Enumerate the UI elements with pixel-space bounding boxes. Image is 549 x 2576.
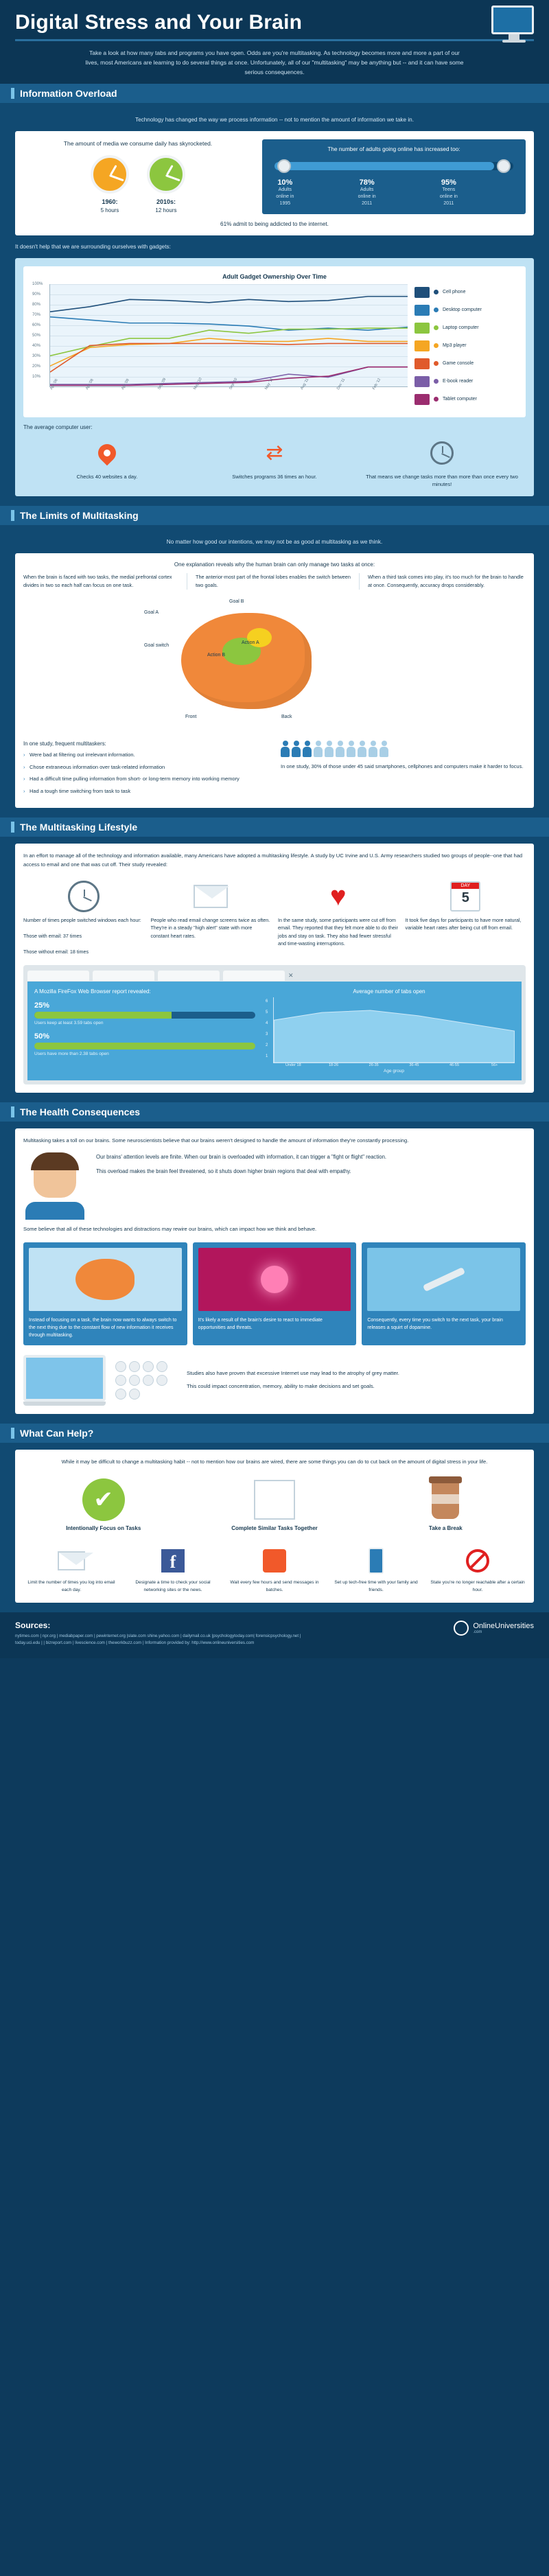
avg-item-taskswitch [364, 437, 520, 489]
internet-addiction-stat: 61% admit to being addicted to the internet. [220, 220, 329, 227]
help-focus-label: Intentionally Focus on Tasks [66, 1525, 141, 1532]
mobile-phone-icon [369, 1548, 384, 1574]
legend-item [414, 376, 517, 387]
envelope-icon [194, 885, 228, 908]
stat-label-teens-2011: Teens online in 2011 [439, 187, 458, 206]
tabs-chart-x-tick: 26-35 [369, 1063, 379, 1068]
desktop-monitor-icon [491, 5, 537, 47]
people-pictogram [281, 741, 397, 758]
help-top-three [23, 1474, 526, 1531]
avg-item-websites [30, 437, 185, 489]
adults-slider-fill [274, 162, 494, 170]
section-header-lifestyle [0, 817, 549, 837]
grey-matter-note-1: Studies also have proven that excessive Internet use may lead to the atrophy of grey matter. [187, 1369, 399, 1376]
legend-dot [434, 379, 439, 384]
legend-item [414, 305, 517, 316]
legend-label: E-book reader [443, 379, 474, 384]
section-information-overload [0, 103, 549, 506]
sources-footer [0, 1612, 549, 1658]
health-para-1: Our brains' attention levels are finite. When our brain is overloaded with information, it can trigger a "fight or flight" reaction. [96, 1154, 387, 1161]
section-accent-bar [11, 822, 14, 833]
tab-stat-25-pct: 25% [34, 1001, 50, 1010]
lifestyle-lede: In an effort to manage all of the technology and information available, many Americans have adopted a multitasking lifestyle. A study by UC Irvine and U.S. Army researchers studied two groups of people--one that had access to email and one that was cut off. Their study revealed: [23, 852, 523, 868]
heart-icon: ♥ [329, 881, 347, 912]
lifestyle-text-0: Number of times people switched windows each hour: [23, 916, 141, 923]
help-break-label: Take a Break [428, 1525, 463, 1532]
legend-item [414, 340, 517, 351]
study-bullet: › Chose extraneous information over task-related information [23, 763, 268, 772]
adults-slider-knob-left[interactable] [277, 159, 291, 173]
limits-card [15, 553, 534, 807]
section-title: The Health Consequences [20, 1106, 141, 1118]
tabs-chart-x-title: Age group [384, 1069, 404, 1074]
help-tip-email-text: Limit the number of times you log into email each day. [27, 1580, 115, 1593]
grey-matter-row [23, 1355, 526, 1406]
brain-illustration [75, 1259, 135, 1300]
lifestyle-col-email [151, 877, 272, 956]
section-limits [0, 525, 549, 817]
legend-swatch [414, 394, 430, 405]
tab-stat-50 [34, 1032, 255, 1056]
stat-label-1995: Adults online in 1995 [276, 187, 294, 206]
legend-label: Mp3 player [443, 343, 467, 349]
chart-x-tick: Aug '11 [300, 378, 310, 391]
section-header-health [0, 1102, 549, 1122]
stat-pct-adults-2011: 78% [359, 178, 375, 187]
section-accent-bar [11, 88, 14, 99]
clock-icon-green [147, 155, 185, 194]
help-tip-unreachable [430, 1542, 526, 1594]
avg-item-taskswitch-text: That means we change tasks more than more than once every two minutes! [366, 473, 518, 488]
legend-swatch [414, 287, 430, 298]
clock-year-1960: 1960: [102, 198, 118, 205]
health-cell-neurons [193, 1242, 357, 1345]
checkmark-icon: ✔ [82, 1478, 125, 1521]
chart-x-tick: Feb '12 [371, 378, 382, 391]
health-cell-brain [23, 1242, 187, 1345]
section-health [0, 1122, 549, 1423]
brand-name: OnlineUniversities [473, 1621, 534, 1630]
help-bottom-five [23, 1542, 526, 1594]
brand-logo[interactable] [454, 1621, 534, 1636]
close-icon[interactable]: ✕ [288, 971, 294, 979]
chart-y-tick: 50% [32, 333, 41, 338]
section-header-limits [0, 506, 549, 525]
brand-suffix: .com [473, 1629, 482, 1634]
limits-lede-2: One explanation reveals why the human brain can only manage two tasks at once: [174, 561, 375, 568]
chart-y-tick: 90% [32, 292, 41, 297]
limits-explain-3: When a third task comes into play, it's too much for the brain to handle at once. Consequently, accuracy drops considerably. [368, 574, 524, 589]
tab-stat-50-label: Users have more than 2.38 tabs open [34, 1052, 109, 1057]
health-cell-dopamine-cap: Consequently, every time you switch to the next task, your brain releases a squirt of dopamine. [367, 1318, 503, 1331]
help-focus [23, 1474, 183, 1531]
lifestyle-text-2: In the same study, some participants were cut off from email. They reported that they felt more able to do their jobs and stay on task. They also had fewer stressful and time-wasting interruptions. [278, 916, 398, 947]
person-icon [303, 741, 312, 758]
limits-explain-2: The anterior-most part of the frontal lobes enables the switch between two goals. [196, 573, 360, 589]
legend-label: Laptop computer [443, 325, 479, 331]
documents-icon [254, 1480, 295, 1520]
chart-y-tick: 20% [32, 364, 41, 369]
legend-label: Cell phone [443, 290, 466, 295]
health-cells [23, 1242, 526, 1345]
globe-icon [454, 1621, 469, 1636]
legend-dot [434, 361, 439, 366]
legend-item [414, 394, 517, 405]
lifestyle-col-calendar [406, 877, 526, 956]
adults-stats [270, 178, 517, 207]
help-tip-batch-text: Wait every few hours and send messages in batches. [230, 1580, 319, 1593]
lifestyle-card [15, 844, 534, 1093]
coffee-cup-icon [432, 1481, 459, 1519]
tabs-chart-x-tick: 36-45 [409, 1063, 419, 1068]
gadget-lede: It doesn't help that we are surrounding ourselves with gadgets: [15, 243, 171, 250]
help-batch-label: Complete Similar Tasks Together [231, 1525, 318, 1532]
legend-swatch [414, 376, 430, 387]
gadget-chart-legend [414, 284, 517, 412]
clock-year-2010s: 2010s: [156, 198, 176, 205]
chart-x-tick: Sep '09 [156, 377, 167, 391]
avg-item-programs [197, 437, 353, 489]
legend-dot [434, 290, 439, 294]
study-bullet: › Were bad at filtering out irrelevant information. [23, 751, 268, 760]
avg-item-programs-text: Switches programs 36 times an hour. [232, 473, 317, 480]
map-pin-icon [95, 440, 120, 465]
tabs-chart-x-labels [273, 1063, 515, 1067]
avg-item-websites-text: Checks 40 websites a day. [76, 473, 138, 480]
section-title: The Limits of Multitasking [20, 510, 139, 522]
header-divider [15, 39, 534, 41]
no-phone-icon [466, 1549, 489, 1573]
legend-dot [434, 325, 439, 330]
brain-label-action-b: Action A [242, 640, 259, 645]
grey-matter-note-2: This could impact concentration, memory, ability to make decisions and set goals. [187, 1382, 375, 1389]
chart-y-tick: 80% [32, 302, 41, 307]
legend-swatch [414, 305, 430, 316]
person-icon [336, 741, 345, 758]
pills-icon [115, 1361, 177, 1400]
tabs-chart-y-tick: 5 [266, 1010, 268, 1015]
tabs-chart-y-tick: 2 [266, 1043, 268, 1048]
health-cell-dopamine [362, 1242, 526, 1345]
tabs-chart-x-tick: 18-26 [328, 1063, 339, 1068]
legend-swatch [414, 323, 430, 334]
browser-tab-bar [27, 969, 522, 982]
person-icon [281, 741, 290, 758]
sources-text: nytimes.com | npr.org | mediabpaper.com | pewinternet.org |slate.com shine.yahoo.com | dailymail.co.uk |psychologytoday.com| forensicpsychology.net | today.uci.edu | | bizreport.com | livescience.com | theworkbuzz.com | Information provided by: http://www.onlineuniversities.com [15, 1633, 301, 1646]
gadget-chart-x-labels [49, 377, 408, 412]
adults-online-panel [262, 139, 526, 213]
chart-y-tick: 30% [32, 353, 41, 358]
person-icon [325, 741, 334, 758]
brain-diagram [23, 594, 526, 738]
help-tip-batch [226, 1542, 323, 1594]
page-title: Digital Stress and Your Brain [15, 11, 303, 34]
brain-label-goal-a: Goal A [144, 610, 159, 615]
section-title: What Can Help? [20, 1427, 94, 1439]
chart-y-tick: 70% [32, 312, 41, 317]
section-title: Information Overload [20, 88, 117, 100]
firefox-report-title: A Mozilla FireFox Web Browser report revealed: [34, 988, 151, 995]
legend-item [414, 358, 517, 369]
brain-label-goal-switch: Goal switch [144, 642, 170, 648]
brain-label-goal-b: Action B [207, 652, 226, 658]
chart-x-tick: May '10 [192, 377, 203, 391]
adults-slider-knob-right[interactable] [497, 159, 511, 173]
help-break [366, 1474, 526, 1531]
legend-item [414, 323, 517, 334]
section-help [0, 1443, 549, 1612]
brain-label-action-a: Goal B [229, 599, 244, 604]
help-lede: While it may be difficult to change a multitasking habit -- not to mention how our brains are wired, there are some things you can do to cut back on the amount of digital stress in your life. [61, 1458, 488, 1465]
person-icon [314, 741, 323, 758]
gadget-chart-card [15, 258, 534, 497]
legend-label: Desktop computer [443, 308, 482, 313]
stat-label-adults-2011: Adults online in 2011 [358, 187, 376, 206]
people-stat-text: In one study, 30% of those under 45 said smartphones, cellphones and computers make it harder to focus. [281, 763, 524, 769]
dopamine-illustration [367, 1248, 520, 1311]
media-title: The amount of media we consume daily has skyrocketed. [63, 140, 213, 148]
tabs-area-path [274, 997, 515, 1063]
help-card [15, 1450, 534, 1603]
health-card [15, 1128, 534, 1413]
tabs-chart-y-tick: 4 [266, 1021, 268, 1026]
chart-x-tick: Apr '08 [85, 378, 95, 391]
clock-hours-1960: 5 hours [100, 207, 119, 213]
person-icon [369, 741, 378, 758]
tabs-open-chart [266, 997, 515, 1063]
chart-x-tick: May '11 [264, 377, 274, 391]
overload-lede: Technology has changed the way we process information -- not to mention the amount of information we take in. [135, 117, 414, 124]
stat-pct-1995: 10% [277, 178, 293, 187]
tab-stat-25-label: Users keep at least 3.59 tabs open [34, 1021, 104, 1026]
lifestyle-col-heart [278, 877, 399, 956]
browser-tab[interactable] [93, 971, 154, 981]
tabs-chart-title: Average number of tabs open [353, 988, 425, 995]
study-bullet: › Had a difficult time pulling information from short- or long-term memory into working memory [23, 775, 268, 784]
legend-dot [434, 397, 439, 402]
legend-label: Game console [443, 361, 474, 367]
section-title: The Multitasking Lifestyle [20, 821, 138, 833]
chart-y-tick: 60% [32, 323, 41, 327]
limits-lede-1: No matter how good our intentions, we may not be as good at multitasking as we think. [166, 539, 383, 546]
person-icon [347, 741, 356, 758]
help-tip-unreachable-text: State you're no longer reachable after a certain hour. [430, 1580, 525, 1593]
health-cell-brain-cap: Instead of focusing on a task, the brain now wants to always switch to the next thing due to the constant flow of new information it receives through multitasking. [29, 1318, 177, 1338]
chart-x-tick: Apr '09 [121, 378, 131, 391]
legend-dot [434, 308, 439, 312]
tabs-chart-y-tick: 1 [266, 1054, 268, 1059]
tab-stat-50-pct: 50% [34, 1032, 50, 1041]
tabs-chart-y-tick: 6 [266, 999, 268, 1004]
health-lede: Multitasking takes a toll on our brains. Some neuroscientists believe that our brains weren't designed to handle the amount of information they're constantly processing. [23, 1137, 409, 1144]
section-accent-bar [11, 1106, 14, 1117]
chart-x-tick: Dec '11 [336, 378, 346, 391]
legend-label: Tablet computer [443, 397, 477, 402]
calendar-icon: DAY 5 [450, 881, 480, 912]
tabs-chart-x-tick: Under 18 [285, 1063, 301, 1068]
legend-dot [434, 343, 439, 348]
tabs-chart-x-tick: 46-55 [449, 1063, 460, 1068]
study-bullet: › Had a tough time switching from task to task [23, 787, 268, 796]
chart-x-tick: Apr '06 [49, 378, 59, 391]
browser-tab[interactable] [27, 971, 89, 981]
rss-icon [263, 1549, 286, 1573]
lifestyle-sub-email: Those with email: 37 times [23, 932, 82, 939]
section-header-help [0, 1424, 549, 1443]
section-accent-bar [11, 1428, 14, 1439]
help-batch [194, 1474, 354, 1531]
health-para-2: This overload makes the brain feel threatened, so it shuts down higher brain regions that deal with empathy. [96, 1168, 351, 1175]
avg-user-row [23, 437, 526, 489]
lifestyle-col-switching [23, 877, 144, 956]
browser-tab[interactable] [223, 971, 285, 981]
clock-icon-orange [91, 155, 129, 194]
clock-hours-2010s: 12 hours [155, 207, 177, 213]
health-rewire: Some believe that all of these technologies and distractions may rewire our brains, which can impact how we think and behave. [23, 1226, 317, 1233]
page-header [0, 0, 549, 84]
neurons-illustration [198, 1248, 351, 1311]
help-tip-family [328, 1542, 424, 1594]
brain-label-back: Back [281, 714, 292, 719]
stressed-person-illustration [23, 1152, 86, 1220]
chart-y-tick: 100% [32, 281, 43, 286]
legend-swatch [414, 358, 430, 369]
chart-y-tick: 10% [32, 374, 41, 379]
legend-item [414, 287, 517, 298]
section-accent-bar [11, 510, 14, 521]
sources-title: Sources: [15, 1620, 51, 1630]
chart-x-tick: Sep '10 [229, 377, 239, 391]
tabs-chart-y-tick: 3 [266, 1032, 268, 1037]
study-title: In one study, frequent multitaskers: [23, 740, 106, 747]
lifestyle-columns [23, 877, 526, 956]
brain-illustration [181, 613, 312, 709]
envelope-icon [58, 1551, 85, 1570]
person-icon [292, 741, 301, 758]
browser-content [27, 982, 522, 1080]
laptop-icon [23, 1355, 106, 1406]
help-tip-social [125, 1542, 221, 1594]
lifestyle-text-3: It took five days for participants to have more natural, variable heart rates after being cut off from email. [405, 916, 522, 931]
brain-label-front: Front [185, 714, 197, 719]
header-intro: Take a look at how many tabs and programs you have open. Odds are you're multitasking. As technology becomes more and more a part of our lives, most Americans are learning to do several things at once. Unfortunately, all of our "multitasking" may be anything but -- and it can have some serious consequences. [85, 49, 464, 76]
stopwatch-icon [68, 881, 100, 912]
media-consumption-card [15, 131, 534, 235]
adults-panel-title: The number of adults going online has increased too: [327, 146, 460, 153]
chart-title-gadget: Adult Gadget Ownership Over Time [222, 272, 327, 280]
adults-slider[interactable] [274, 162, 513, 170]
help-tip-family-text: Set up tech-free time with your family and friends. [334, 1580, 418, 1593]
limits-explain-1: When the brain is faced with two tasks, the medial prefrontal cortex divides in two so each half can focus on one task. [23, 573, 187, 589]
help-tip-email [23, 1542, 119, 1594]
chart-y-tick: 40% [32, 343, 41, 348]
lifestyle-sub-noemail: Those without email: 18 times [23, 948, 89, 955]
switch-arrows-icon: ⇄ [266, 441, 283, 464]
wall-clock-icon [430, 441, 454, 465]
tabs-chart-x-tick: 56+ [491, 1063, 498, 1068]
media-clocks [23, 155, 253, 214]
lifestyle-text-1: People who read email change screens twice as often. They're in a steady "high alert" state with more constant heart rates. [150, 916, 270, 939]
help-tip-social-text: Designate a time to check your social networking sites or the news. [135, 1580, 211, 1593]
browser-tab[interactable] [158, 971, 220, 981]
tab-stat-25 [34, 1001, 255, 1025]
section-lifestyle [0, 837, 549, 1102]
person-icon [358, 741, 367, 758]
avg-user-title: The average computer user: [23, 423, 93, 430]
stat-pct-teens-2011: 95% [441, 178, 456, 187]
health-cell-neurons-cap: It's likely a result of the brain's desire to react to immediate opportunities and threats. [198, 1318, 323, 1331]
facebook-icon: f [161, 1549, 185, 1573]
browser-mock [23, 965, 526, 1084]
study-bullet-list [23, 751, 268, 796]
legend-swatch [414, 340, 430, 351]
section-header-information-overload [0, 84, 549, 103]
person-icon [379, 741, 389, 758]
